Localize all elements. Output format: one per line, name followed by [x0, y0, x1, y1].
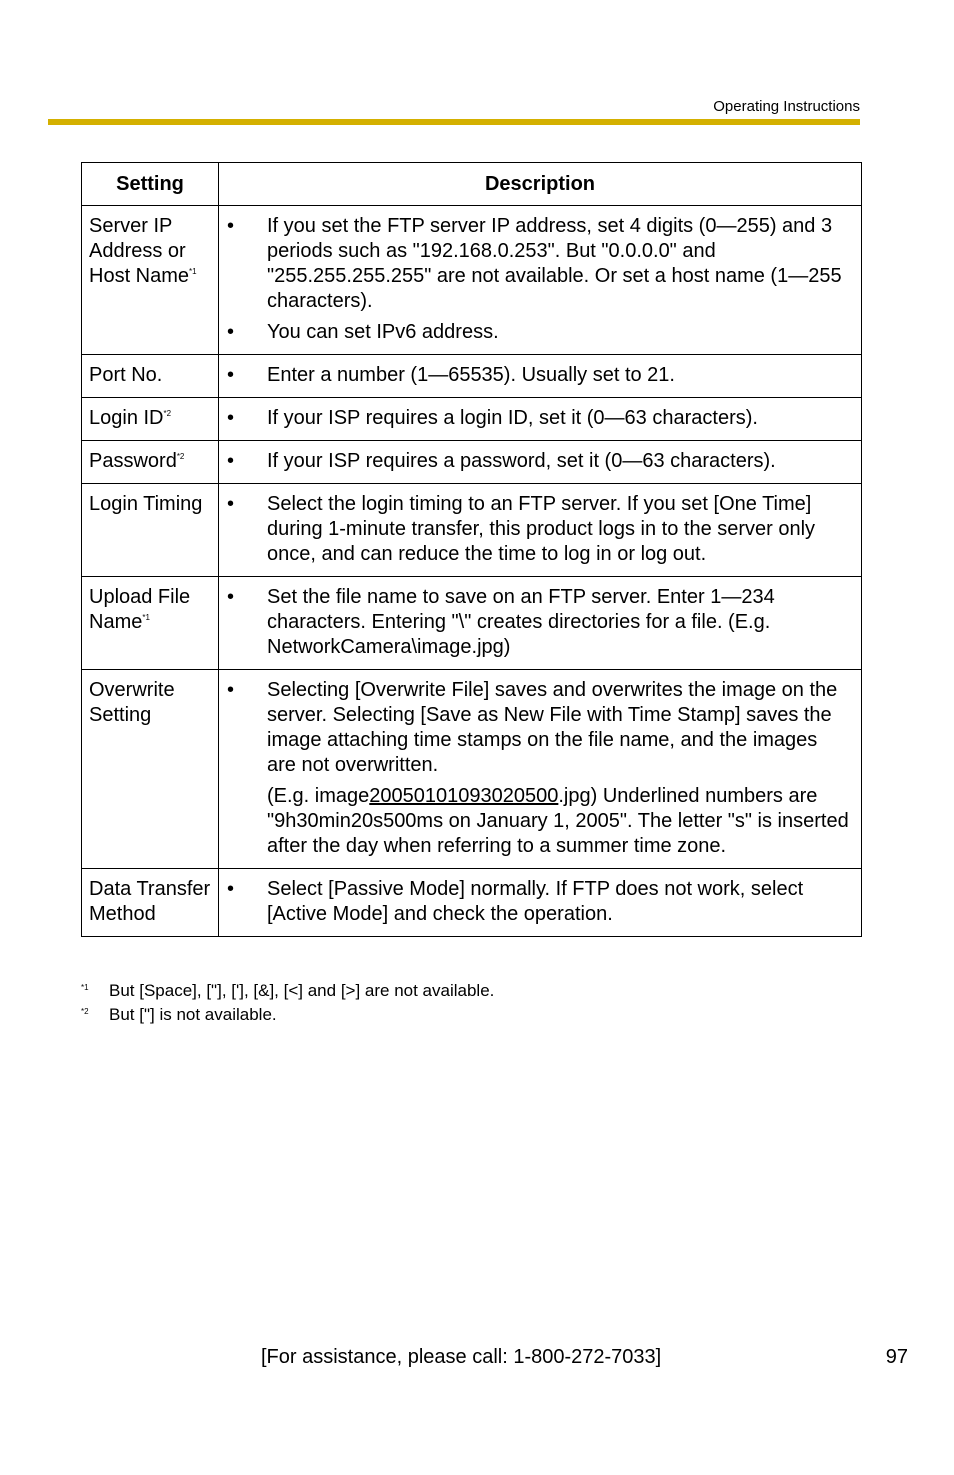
setting-cell — [82, 355, 219, 398]
note-underlined-timestamp: 20050101093020500 — [369, 785, 559, 807]
table-header-row — [82, 163, 862, 206]
bullet-item — [227, 585, 851, 660]
description-cell — [219, 577, 862, 670]
footnotes — [81, 979, 494, 1027]
table-row — [82, 484, 862, 577]
setting-cell — [82, 484, 219, 577]
setting-cell — [82, 441, 219, 484]
setting-label: Login ID — [89, 407, 164, 429]
footnote-marker: *1 — [81, 983, 89, 992]
table-row — [82, 398, 862, 441]
bullet-dot: • — [227, 321, 235, 343]
column-header-description: Description — [219, 163, 862, 206]
footnote — [81, 979, 494, 1003]
table-row — [82, 206, 862, 355]
setting-cell — [82, 577, 219, 670]
setting-label: Data Transfer Method — [89, 878, 211, 925]
footnote-text: But [Space], ["], ['], [&], [<] and [>] are not available. — [109, 981, 495, 1000]
description-cell — [219, 441, 862, 484]
bullet-item — [227, 320, 851, 345]
setting-label: Port No. — [89, 364, 163, 386]
description-cell — [219, 484, 862, 577]
table-row — [82, 869, 862, 937]
bullet-text: If your ISP requires a password, set it (0—63 characters). — [267, 450, 776, 472]
bullet-item — [227, 877, 851, 927]
bullet-item — [227, 678, 851, 778]
bullet-dot: • — [227, 407, 235, 429]
description-cell — [219, 355, 862, 398]
bullet-text: Select [Passive Mode] normally. If FTP does not work, select [Active Mode] and check the operation. — [267, 878, 804, 925]
setting-cell — [82, 206, 219, 355]
description-cell — [219, 670, 862, 869]
table-row — [82, 355, 862, 398]
bullet-dot: • — [227, 364, 235, 386]
footnote-mark: *1 — [189, 267, 197, 276]
bullet-text: Select the login timing to an FTP server. If you set [One Time] during 1-minute transfer, this product logs in to the server only once, and can reduce the time to log in or log out. — [267, 493, 816, 565]
setting-label: Login Timing — [89, 493, 203, 515]
bullet-item — [227, 214, 851, 314]
table-row — [82, 670, 862, 869]
bullet-item — [227, 363, 851, 388]
setting-label: Server IP Address or Host Name — [89, 215, 190, 287]
bullet-dot: • — [227, 493, 235, 515]
bullet-item — [227, 406, 851, 431]
example-note — [267, 784, 851, 859]
bullet-text: If you set the FTP server IP address, set 4 digits (0—255) and 3 periods such as "192.168.0.253". But "0.0.0.0" and "255.255.255.255" are not available. Or set a host name (1—255 characters). — [267, 215, 842, 312]
description-cell — [219, 206, 862, 355]
bullet-text: Set the file name to save on an FTP server. Enter 1—234 characters. Entering "\" creates directories for a file. (E.g. NetworkCamera\image.jpg) — [267, 586, 775, 658]
header-rule — [48, 119, 860, 125]
bullet-item — [227, 449, 851, 474]
assistance-footer: [For assistance, please call: 1-800-272-7033] — [261, 1346, 662, 1368]
setting-label: Upload File Name — [89, 586, 191, 633]
setting-label: Password — [89, 450, 177, 472]
footnote-mark: *1 — [142, 613, 150, 622]
header-title: Operating Instructions — [713, 98, 860, 115]
setting-cell — [82, 398, 219, 441]
setting-label: Overwrite Setting — [89, 679, 175, 726]
setting-cell — [82, 869, 219, 937]
bullet-dot: • — [227, 215, 235, 237]
bullet-text: Selecting [Overwrite File] saves and overwrites the image on the server. Selecting [Save as New File with Time Stamp] saves the image attaching time stamps on the file name, and the images are not overwritten. — [267, 679, 838, 776]
bullet-dot: • — [227, 878, 235, 900]
footnote-marker: *2 — [81, 1007, 89, 1016]
bullet-text: Enter a number (1—65535). Usually set to 21. — [267, 364, 675, 386]
bullet-dot: • — [227, 586, 235, 608]
bullet-item — [227, 492, 851, 567]
note-suffix: .jpg) Underlined numbers are "9h30min20s500ms on January 1, 2005". The letter "s" is inserted after the day when referring to a summer time zone. — [267, 785, 849, 857]
page-number: 97 — [885, 1346, 908, 1368]
description-cell — [219, 869, 862, 937]
footnote-text: But ["] is not available. — [109, 1005, 277, 1024]
note-prefix: (E.g. image — [267, 785, 370, 807]
description-cell — [219, 398, 862, 441]
bullet-text: You can set IPv6 address. — [267, 321, 499, 343]
column-header-setting: Setting — [82, 163, 219, 206]
table-row — [82, 441, 862, 484]
setting-cell — [82, 670, 219, 869]
bullet-dot: • — [227, 450, 235, 472]
settings-table — [81, 162, 862, 937]
table-row — [82, 577, 862, 670]
footnote-mark: *2 — [176, 452, 185, 461]
footnote — [81, 1003, 494, 1027]
footnote-mark: *2 — [163, 409, 172, 418]
bullet-text: If your ISP requires a login ID, set it (0—63 characters). — [267, 407, 758, 429]
bullet-dot: • — [227, 679, 235, 701]
